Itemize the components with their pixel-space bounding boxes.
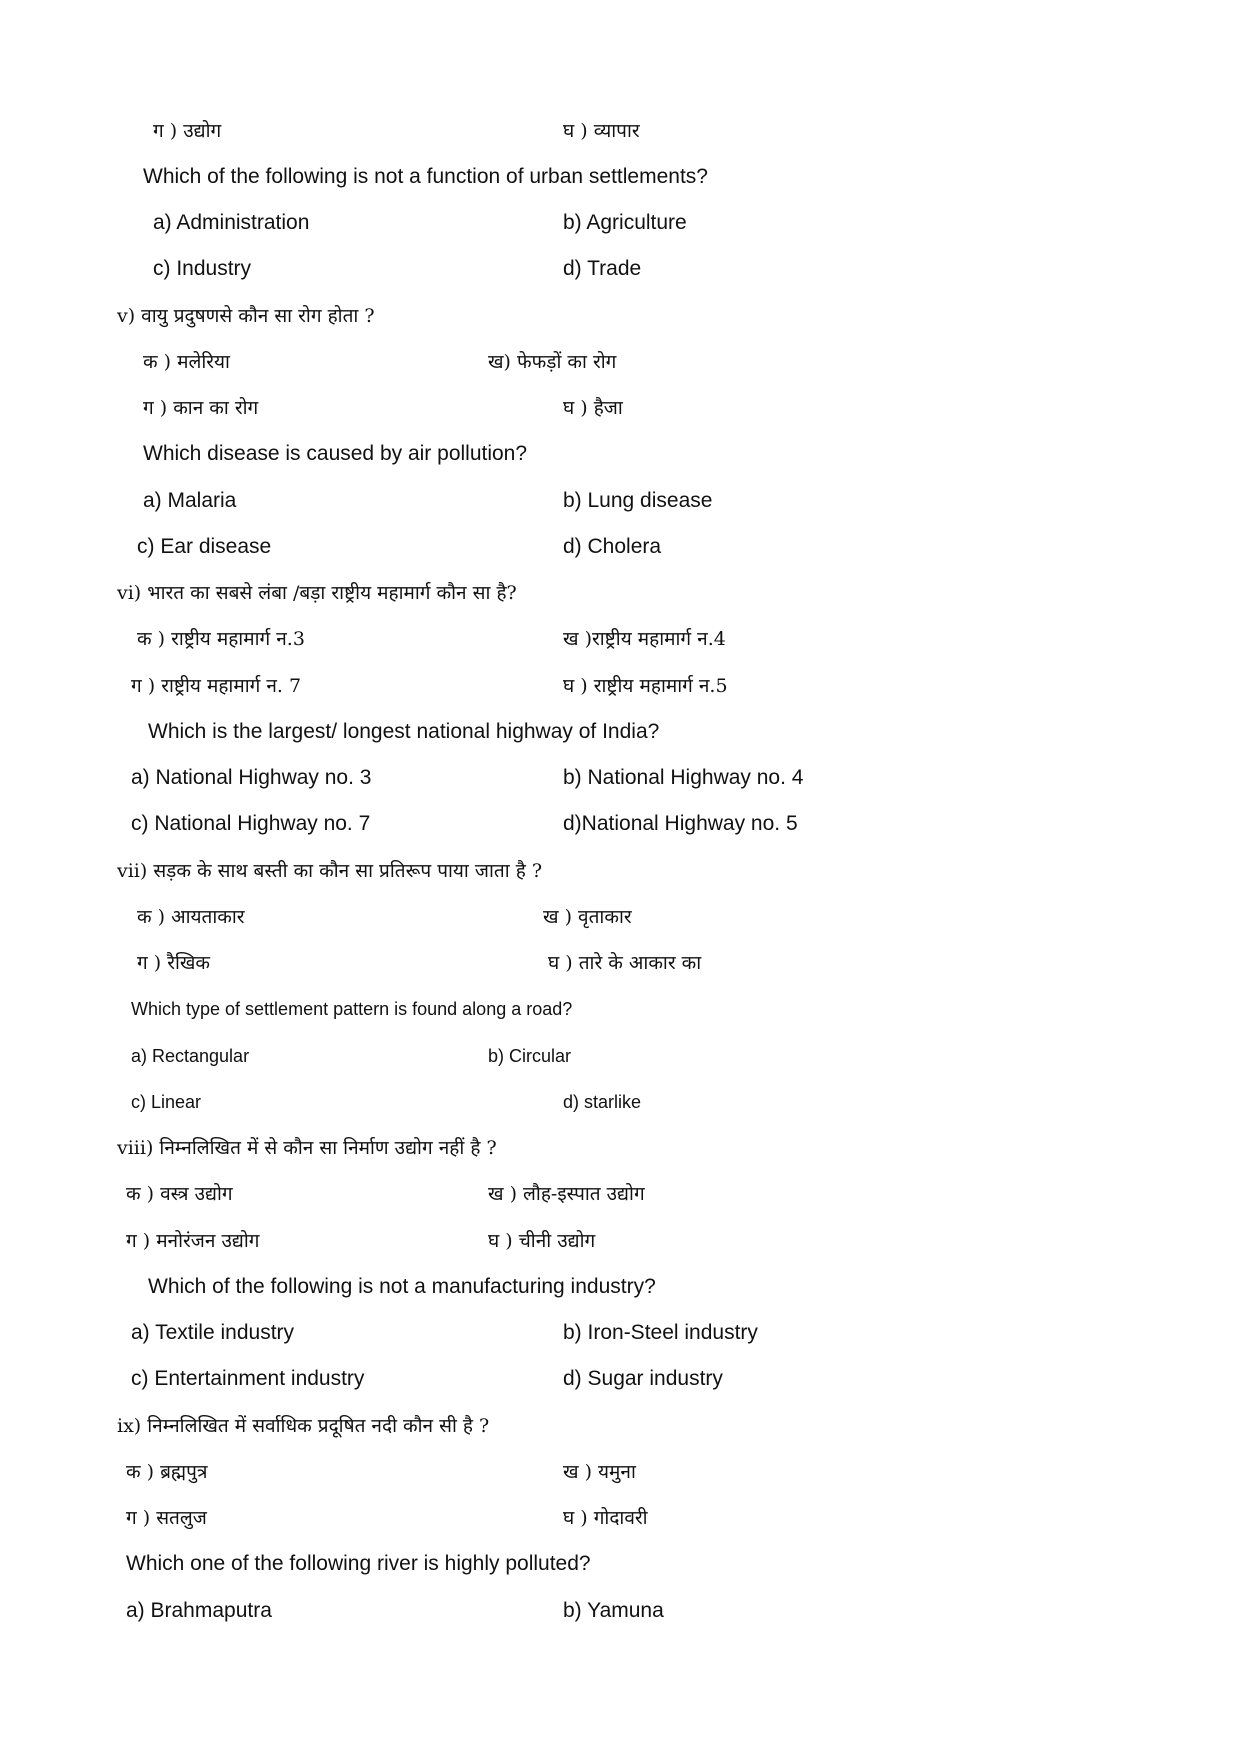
option-hindi-a: क ) राष्ट्रीय महामार्ग न.3 [137, 628, 305, 650]
question-english: Which one of the following river is highly polluted? [126, 1552, 591, 1575]
option-hindi-b: ख ) वृताकार [543, 906, 632, 928]
option-hindi-b: ख) फेफड़ों का रोग [488, 351, 617, 373]
option-a: a) National Highway no. 3 [131, 766, 372, 789]
option-hindi-b: ख )राष्ट्रीय महामार्ग न.4 [563, 628, 726, 650]
question-hindi: vi) भारत का सबसे लंबा /बड़ा राष्ट्रीय महामार्ग कौन सा है? [117, 582, 517, 604]
option-hindi-a: क ) मलेरिया [143, 351, 230, 373]
option-d: d) Cholera [563, 535, 662, 558]
option-hindi-c: ग ) उद्योग [153, 120, 222, 142]
option-hindi-c: ग ) मनोरंजन उद्योग [126, 1230, 260, 1252]
question-english: Which type of settlement pattern is found along a road? [131, 999, 573, 1019]
option-b: b) Yamuna [563, 1599, 664, 1622]
option-a: a) Brahmaputra [126, 1599, 272, 1622]
option-hindi-c: ग ) राष्ट्रीय महामार्ग न. 7 [131, 675, 302, 697]
option-hindi-a: क ) आयताकार [137, 906, 245, 928]
option-a: a) Administration [153, 211, 310, 234]
option-hindi-d: घ ) व्यापार [563, 120, 640, 142]
option-c: c) Entertainment industry [131, 1367, 365, 1390]
option-d: d) starlike [563, 1092, 642, 1112]
question-hindi: ix) निम्नलिखित में सर्वाधिक प्रदूषित नदी कौन सी है ? [117, 1415, 490, 1437]
option-b: b) Circular [488, 1046, 572, 1066]
option-b: b) Agriculture [563, 211, 687, 234]
question-english: Which is the largest/ longest national highway of India? [148, 720, 660, 743]
option-hindi-a: क ) वस्त्र उद्योग [126, 1183, 233, 1205]
option-b: b) Iron-Steel industry [563, 1321, 758, 1344]
option-d: d)National Highway no. 5 [563, 812, 798, 835]
question-hindi: v) वायु प्रदुषणसे कौन सा रोग होता ? [117, 305, 375, 327]
option-hindi-d: घ ) हैजा [563, 397, 623, 419]
option-hindi-b: ख ) यमुना [563, 1461, 636, 1483]
option-a: a) Malaria [143, 489, 237, 512]
option-a: a) Rectangular [131, 1046, 250, 1066]
option-b: b) National Highway no. 4 [563, 766, 804, 789]
question-english: Which of the following is not a manufacturing industry? [148, 1275, 656, 1298]
option-c: c) National Highway no. 7 [131, 812, 371, 835]
option-c: c) Linear [131, 1092, 202, 1112]
option-hindi-a: क ) ब्रह्मपुत्र [126, 1461, 208, 1483]
option-hindi-c: ग ) रैखिक [137, 952, 211, 974]
option-hindi-c: ग ) कान का रोग [143, 397, 259, 419]
option-hindi-d: घ ) राष्ट्रीय महामार्ग न.5 [563, 675, 728, 697]
option-hindi-d: घ ) चीनी उद्योग [488, 1230, 596, 1252]
option-d: d) Trade [563, 257, 642, 280]
option-hindi-b: ख ) लौह-इस्पात उद्योग [488, 1183, 645, 1205]
option-d: d) Sugar industry [563, 1367, 723, 1390]
question-english: Which of the following is not a function of urban settlements? [143, 165, 708, 188]
option-hindi-c: ग ) सतलुज [126, 1507, 207, 1529]
option-b: b) Lung disease [563, 489, 713, 512]
question-hindi: vii) सड़क के साथ बस्ती का कौन सा प्रतिरूप पाया जाता है ? [117, 860, 543, 882]
option-c: c) Ear disease [137, 535, 272, 558]
option-c: c) Industry [153, 257, 252, 280]
option-hindi-d: घ ) तारे के आकार का [548, 952, 702, 974]
option-a: a) Textile industry [131, 1321, 295, 1344]
question-english: Which disease is caused by air pollution? [143, 442, 528, 465]
option-hindi-d: घ ) गोदावरी [563, 1507, 648, 1529]
question-hindi: viii) निम्नलिखित में से कौन सा निर्माण उद्योग नहीं है ? [117, 1137, 497, 1159]
